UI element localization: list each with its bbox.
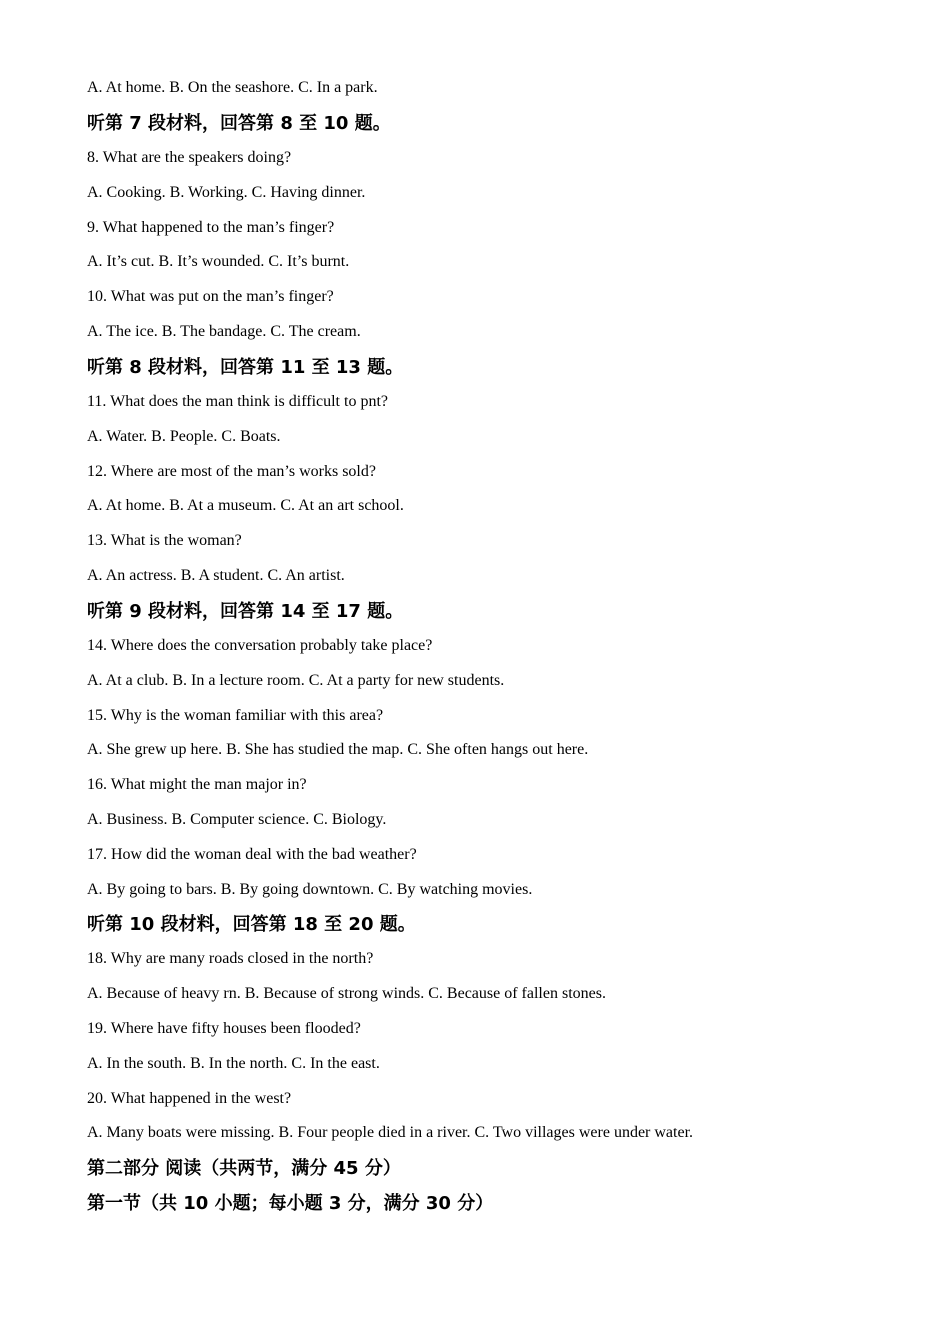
section-heading-passage-10: 听第 10 段材料，回答第 18 至 20 题。 bbox=[87, 914, 416, 936]
question-19: 19. Where have fifty houses been flooded? bbox=[87, 1020, 361, 1038]
question-14: 14. Where does the conversation probably take place? bbox=[87, 636, 433, 654]
options-13: A. An actress. B. A student. C. An artist. bbox=[87, 566, 345, 584]
question-11: 11. What does the man think is difficult to pnt? bbox=[87, 392, 388, 410]
options-17: A. By going to bars. B. By going downtown. C. By watching movies. bbox=[87, 880, 533, 898]
options-14: A. At a club. B. In a lecture room. C. At a party for new students. bbox=[87, 671, 505, 689]
question-20: 20. What happened in the west? bbox=[87, 1089, 292, 1107]
question-15: 15. Why is the woman familiar with this area? bbox=[87, 706, 384, 724]
options-20: A. Many boats were missing. B. Four people died in a river. C. Two villages were under water. bbox=[87, 1124, 694, 1142]
question-13: 13. What is the woman? bbox=[87, 532, 242, 550]
options-11: A. Water. B. People. C. Boats. bbox=[87, 427, 281, 445]
section-heading-passage-7: 听第 7 段材料，回答第 8 至 10 题。 bbox=[87, 112, 391, 134]
question-18: 18. Why are many roads closed in the north? bbox=[87, 950, 374, 968]
options-19: A. In the south. B. In the north. C. In the east. bbox=[87, 1054, 380, 1072]
options-9: A. It’s cut. B. It’s wounded. C. It’s burnt. bbox=[87, 253, 350, 271]
section-heading-passage-8: 听第 8 段材料，回答第 11 至 13 题。 bbox=[87, 356, 404, 378]
question-8: 8. What are the speakers doing? bbox=[87, 148, 292, 166]
part-two-reading-heading: 第二部分 阅读（共两节，满分 45 分） bbox=[87, 1158, 401, 1180]
section-one-heading: 第一节（共 10 小题；每小题 3 分，满分 30 分） bbox=[87, 1193, 494, 1215]
options-8: A. Cooking. B. Working. C. Having dinner. bbox=[87, 183, 366, 201]
options-15: A. She grew up here. B. She has studied the map. C. She often hangs out here. bbox=[87, 741, 589, 759]
options-16: A. Business. B. Computer science. C. Biology. bbox=[87, 810, 387, 828]
question-12: 12. Where are most of the man’s works sold? bbox=[87, 462, 376, 480]
question-9: 9. What happened to the man’s finger? bbox=[87, 218, 335, 236]
question-16: 16. What might the man major in? bbox=[87, 776, 307, 794]
question-10: 10. What was put on the man’s finger? bbox=[87, 288, 334, 306]
question-17: 17. How did the woman deal with the bad weather? bbox=[87, 845, 417, 863]
options-10: A. The ice. B. The bandage. C. The cream. bbox=[87, 322, 361, 340]
document-page bbox=[87, 78, 887, 1229]
options-18: A. Because of heavy rn. B. Because of strong winds. C. Because of fallen stones. bbox=[87, 985, 606, 1003]
option-line-6: A. At home. B. On the seashore. C. In a park. bbox=[87, 79, 378, 96]
section-heading-passage-9: 听第 9 段材料，回答第 14 至 17 题。 bbox=[87, 600, 404, 622]
options-12: A. At home. B. At a museum. C. At an art school. bbox=[87, 497, 404, 515]
